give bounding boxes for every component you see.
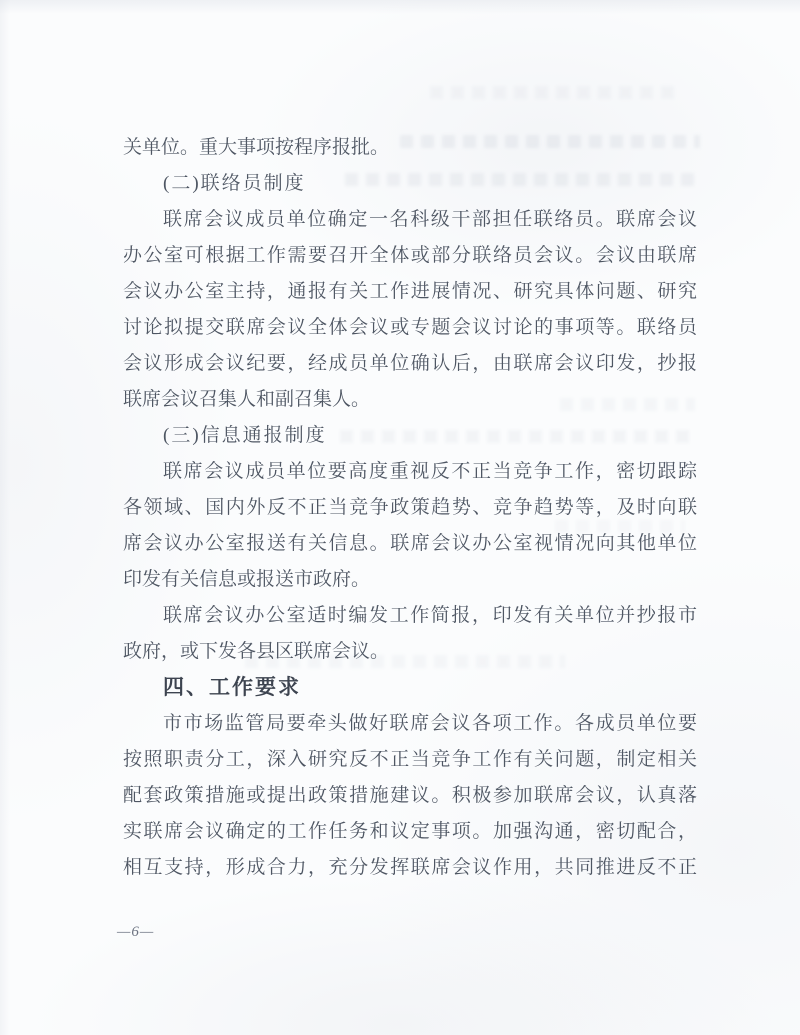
body-line: 席会议办公室报送有关信息。联席会议办公室视情况向其他单位 xyxy=(123,533,697,554)
section-heading-liaison-system: (二)联络员制度 xyxy=(163,173,306,194)
body-line: 关单位。重大事项按程序报批。 xyxy=(123,137,390,158)
body-line: 联席会议办公室适时编发工作简报，印发有关单位并抄报市 xyxy=(163,605,697,626)
body-line: 实联席会议确定的工作任务和议定事项。加强沟通，密切配合， xyxy=(123,821,697,842)
body-line: 各领域、国内外反不正当竞争政策趋势、竞争趋势等，及时向联 xyxy=(123,497,697,518)
body-line: 会议办公室主持，通报有关工作进展情况、研究具体问题、研究 xyxy=(123,281,697,302)
body-line: 按照职责分工，深入研究反不正当竞争工作有关问题，制定相关 xyxy=(123,749,697,770)
body-line: 办公室可根据工作需要召开全体或部分联络员会议。会议由联席 xyxy=(123,245,697,266)
body-line: 政府，或下发各县区联席会议。 xyxy=(123,641,390,662)
document-body xyxy=(123,130,697,886)
body-line: 联席会议召集人和副召集人。 xyxy=(123,389,371,410)
body-line: 讨论拟提交联席会议全体会议或专题会议讨论的事项等。联络员 xyxy=(123,317,697,338)
page-number: —6— xyxy=(117,924,155,940)
body-line: 联席会议成员单位确定一名科级干部担任联络员。联席会议 xyxy=(163,209,697,230)
body-line: 联席会议成员单位要高度重视反不正当竞争工作，密切跟踪 xyxy=(163,461,697,482)
section-heading-info-reporting-system: (三)信息通报制度 xyxy=(163,425,327,446)
body-line: 市市场监管局要牵头做好联席会议各项工作。各成员单位要 xyxy=(163,713,697,734)
section-heading-work-requirements: 四、工作要求 xyxy=(163,676,301,699)
bleedthrough-ghost xyxy=(430,86,680,99)
body-line: 配套政策措施或提出政策措施建议。积极参加联席会议，认真落 xyxy=(123,785,697,806)
body-line: 会议形成会议纪要，经成员单位确认后，由联席会议印发，抄报 xyxy=(123,353,697,374)
body-line: 相互支持，形成合力，充分发挥联席会议作用，共同推进反不正 xyxy=(123,857,697,878)
body-line: 印发有关信息或报送市政府。 xyxy=(123,569,371,590)
